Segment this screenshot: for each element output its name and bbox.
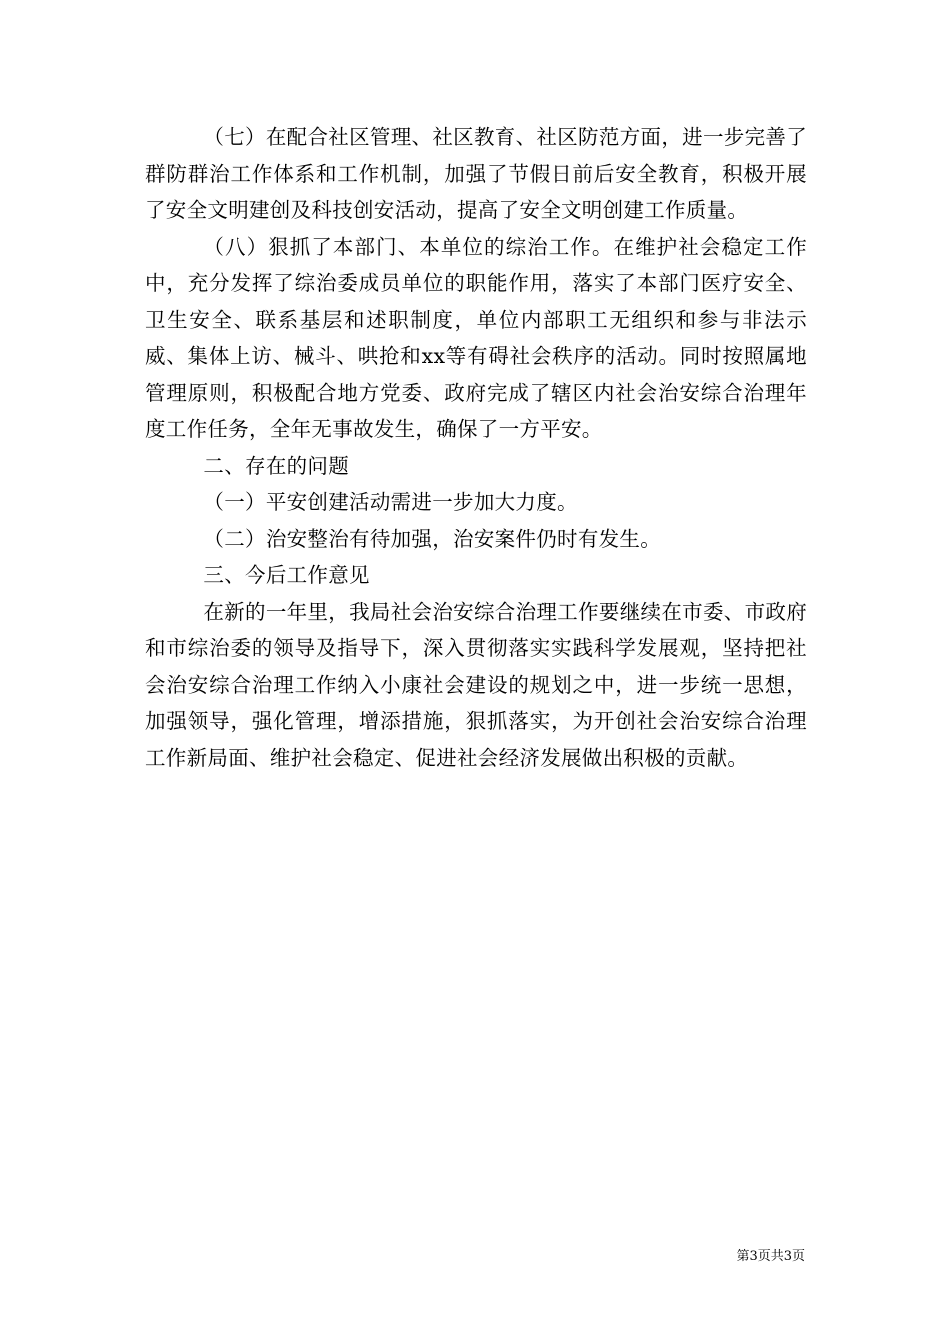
heading-existing-problems: 二、存在的问题 (203, 453, 350, 478)
paragraph-section-7: （七）在配合社区管理、社区教育、社区防范方面，进一步完善了群防群治工作体系和工作机制，加强了节假日前后安全教育，积极开展了安全文明建创及科技创安活动，提高了安全文明创建工作质量。 (145, 125, 807, 222)
document-body (145, 119, 807, 776)
paragraph-future-work: 在新的一年里，我局社会治安综合治理工作要继续在市委、市政府和市综治委的领导及指导下，深入贯彻落实实践科学发展观，坚持把社会治安综合治理工作纳入小康社会建设的规划之中，进一步统一思想，加强领导，强化管理，增添措施，狠抓落实，为开创社会治安综合治理工作新局面、维护社会稳定、促进社会经济发展做出积极的贡献。 (145, 599, 807, 770)
problem-item-2: （二）治安整治有待加强，治安案件仍时有发生。 (203, 526, 662, 551)
paragraph-section-8: （八）狠抓了本部门、本单位的综治工作。在维护社会稳定工作中，充分发挥了综治委成员单位的职能作用，落实了本部门医疗安全、卫生安全、联系基层和述职制度，单位内部职工无组织和参与非法示威、集体上访、械斗、哄抢和xx等有碍社会秩序的活动。同时按照属地管理原则，积极配合地方党委、政府完成了辖区内社会治安综合治理年度工作任务，全年无事故发生，确保了一方平安。 (145, 234, 807, 441)
page-number-footer: 第3页共3页 (736, 1249, 805, 1264)
heading-future-work: 三、今后工作意见 (203, 563, 370, 587)
problem-item-1: （一）平安创建活动需进一步加大力度。 (203, 490, 578, 514)
